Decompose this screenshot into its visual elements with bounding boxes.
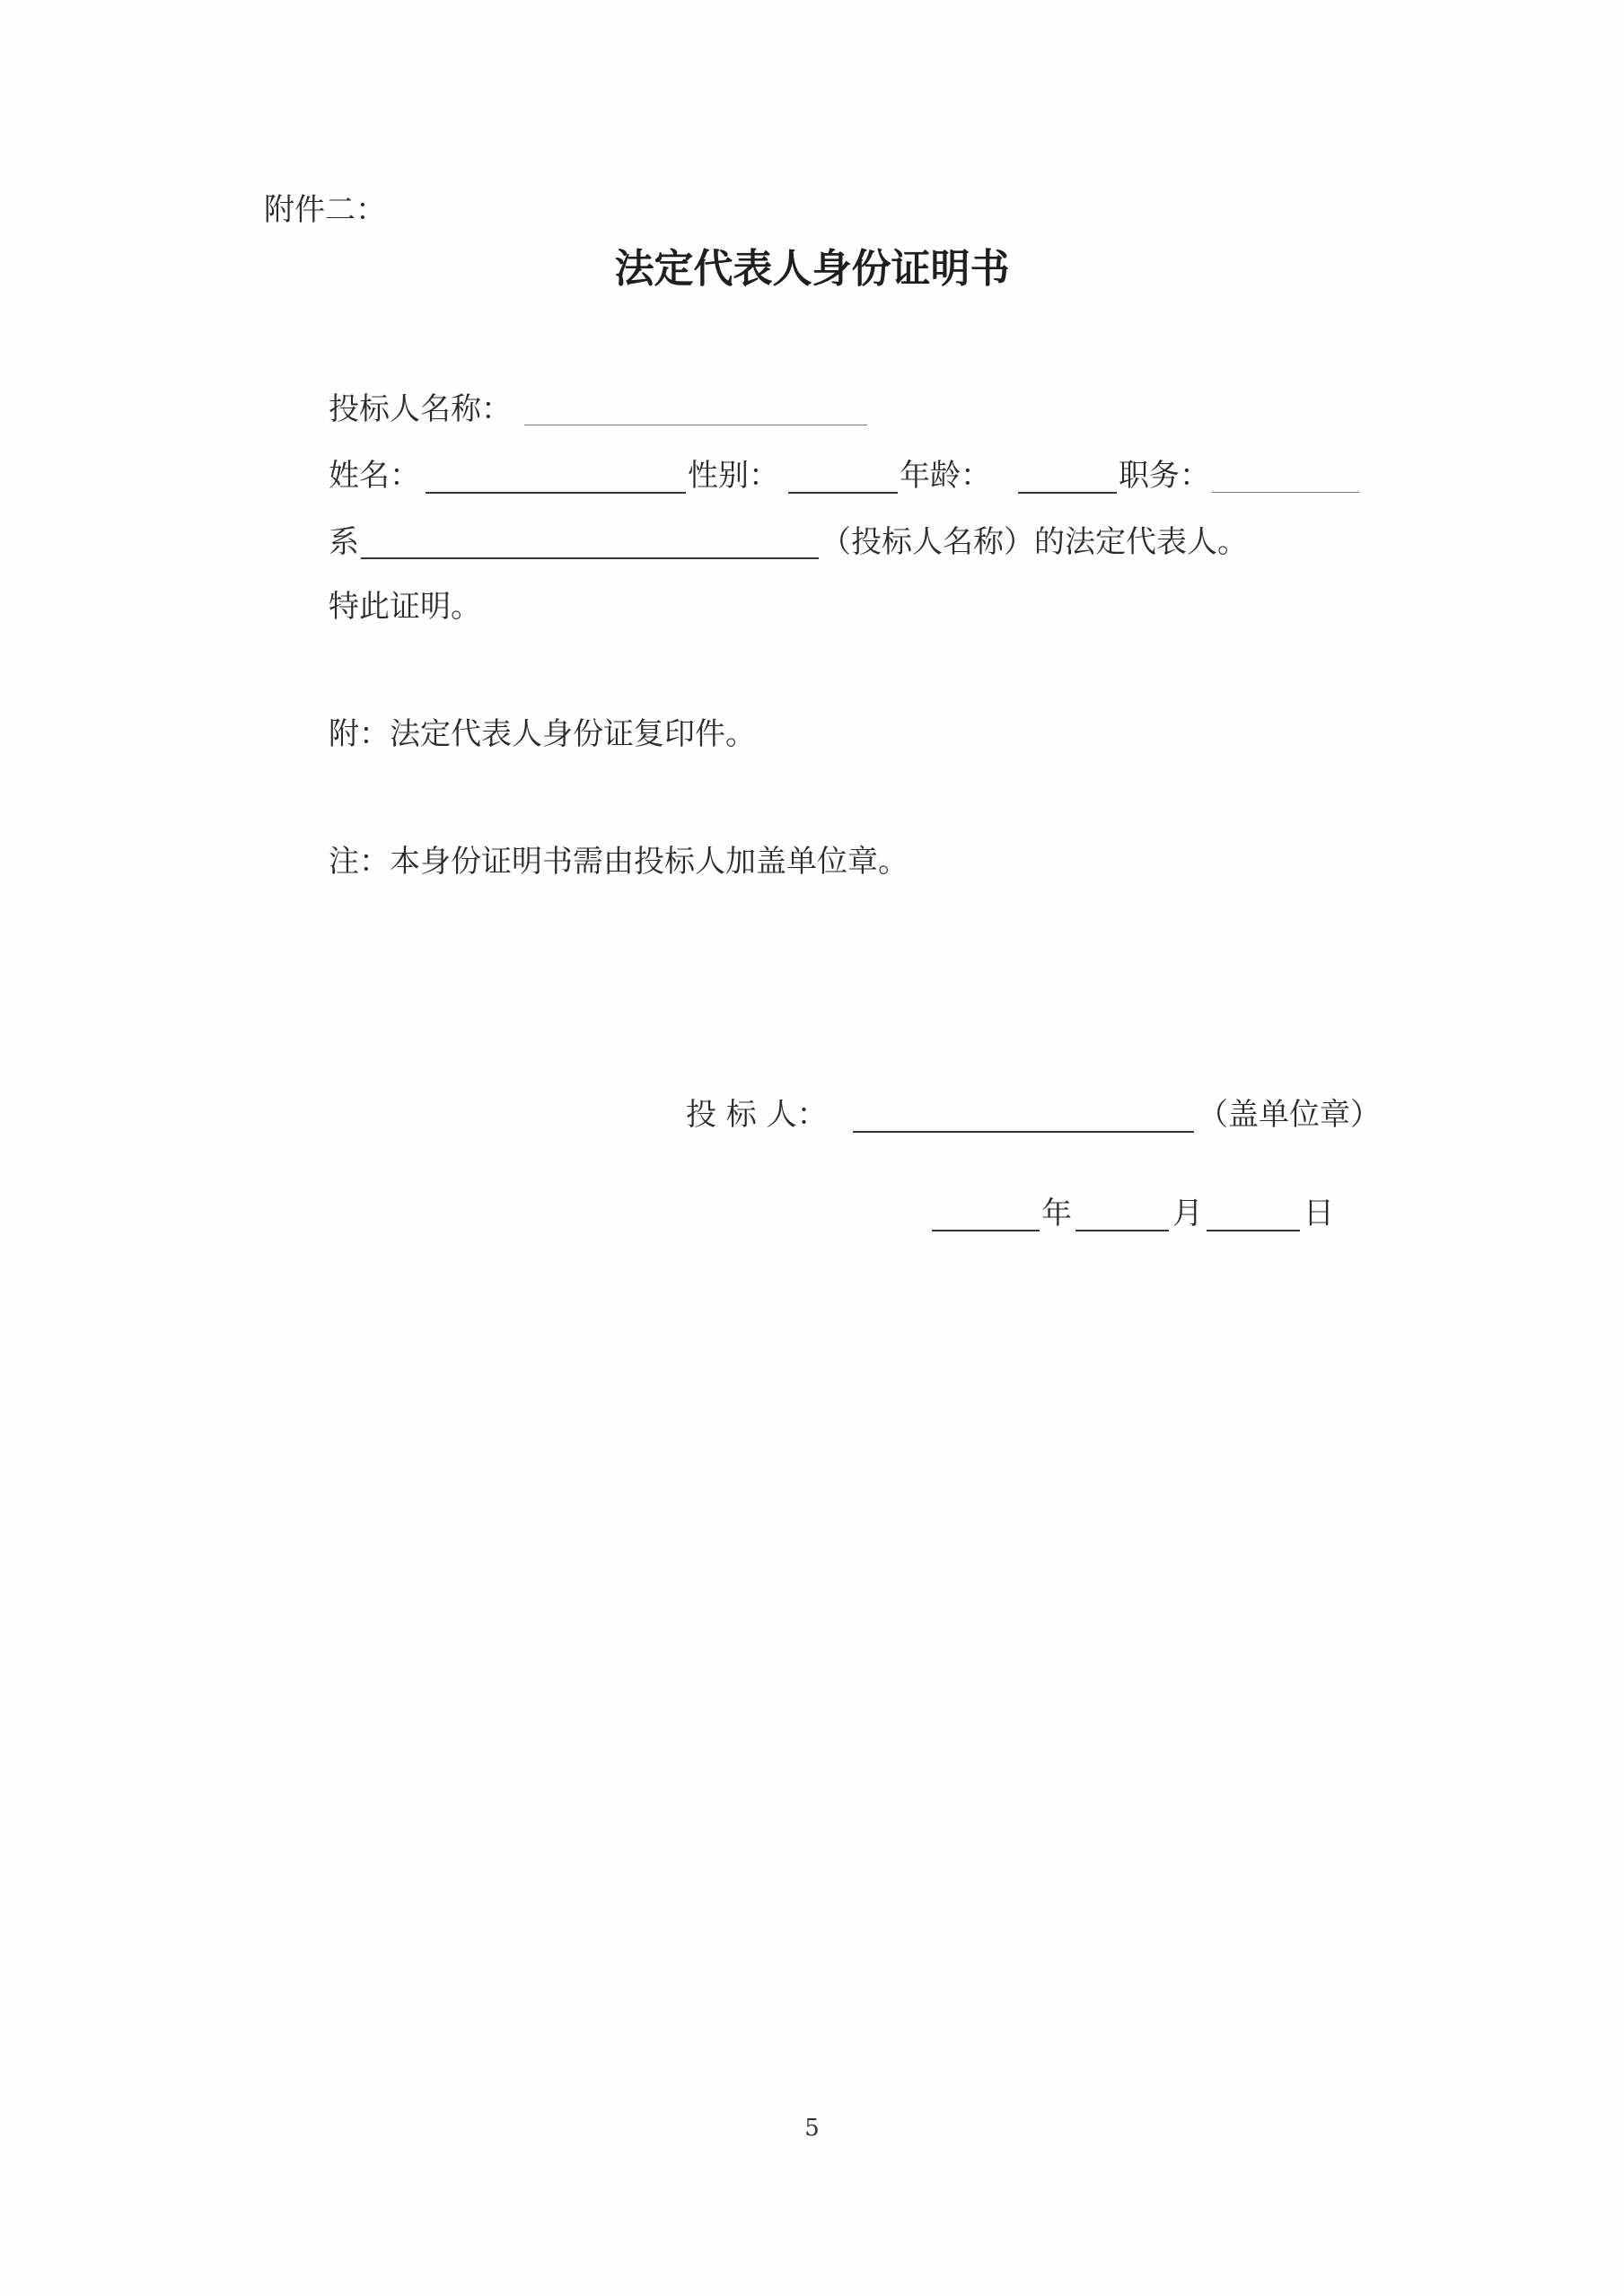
attachment-note: 附：法定代表人身份证复印件。 [329, 716, 756, 752]
relation-prefix: 系 [329, 524, 359, 560]
attachment-label: 附件二： [264, 192, 386, 228]
day-label: 日 [1304, 1196, 1334, 1231]
day-field[interactable] [1207, 1230, 1300, 1231]
year-field[interactable] [932, 1230, 1040, 1231]
age-field[interactable] [1018, 492, 1117, 494]
seal-text: （盖单位章） [1198, 1097, 1381, 1133]
relation-suffix: （投标人名称）的法定代表人。 [821, 524, 1248, 560]
page-number: 5 [804, 2115, 820, 2142]
year-label: 年 [1041, 1196, 1072, 1231]
age-label: 年龄： [900, 458, 991, 494]
company-name-field[interactable] [361, 557, 819, 559]
gender-field[interactable] [788, 492, 898, 494]
position-label: 职务： [1119, 458, 1210, 494]
bidder-signature-label: 投 标 人： [686, 1097, 828, 1133]
page-title: 法定代表人身份证明书 [614, 246, 1010, 292]
certify-text: 特此证明。 [329, 589, 481, 625]
month-label: 月 [1172, 1196, 1203, 1231]
name-label: 姓名： [329, 458, 420, 494]
stamp-note: 注：本身份证明书需由投标人加盖单位章。 [329, 844, 909, 880]
position-field[interactable] [1212, 492, 1359, 493]
bidder-signature-field[interactable] [853, 1131, 1194, 1133]
month-field[interactable] [1075, 1230, 1169, 1231]
name-field[interactable] [426, 492, 686, 494]
bidder-name-label: 投标人名称： [329, 391, 512, 427]
gender-label: 性别： [688, 458, 779, 494]
